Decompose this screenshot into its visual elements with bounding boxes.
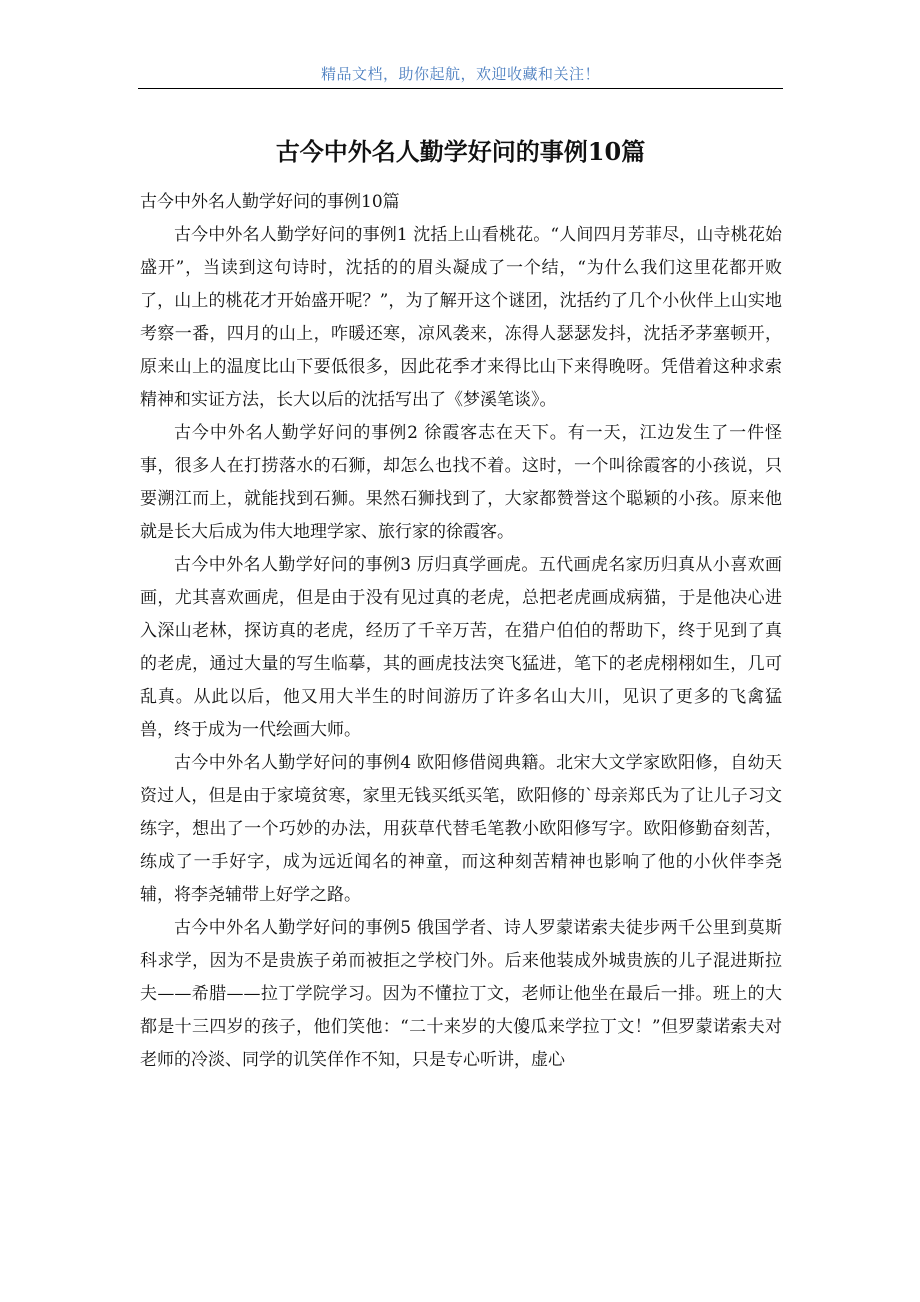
paragraph-5: 古今中外名人勤学好问的事例5 俄国学者、诗人罗蒙诺索夫徒步两千公里到莫斯科求学，因为不是贵族子弟而被拒之学校门外。后来他装成外城贵族的儿子混进斯拉夫——希腊——拉丁学院学习。因为不懂拉丁文，老师让他坐在最后一排。班上的大都是十三四岁的孩子，他们笑他：“二十来岁的大傻瓜来学拉丁文！”但罗蒙诺索夫对老师的冷淡、同学的讥笑佯作不知，只是专心听讲，虚心 (140, 918, 782, 1070)
paragraph-2: 古今中外名人勤学好问的事例2 徐霞客志在天下。有一天，江边发生了一件怪事，很多人在打捞落水的石狮，却怎么也找不着。这时，一个叫徐霞客的小孩说，只要溯江而上，就能找到石狮。果然石狮找到了，大家都赞誉这个聪颖的小孩。原来他就是长大后成为伟大地理学家、旅行家的徐霞客。 (140, 423, 782, 542)
paragraph-1: 古今中外名人勤学好问的事例1 沈括上山看桃花。“人间四月芳菲尽，山寺桃花始盛开”，当读到这句诗时，沈括的的眉头凝成了一个结，“为什么我们这里花都开败了，山上的桃花才开始盛开呢？”，为了解开这个谜团，沈括约了几个小伙伴上山实地考察一番，四月的山上，咋暖还寒，凉风袭来，冻得人瑟瑟发抖，沈括矛茅塞顿开，原来山上的温度比山下要低很多，因此花季才来得比山下来得晚呀。凭借着这种求索精神和实证方法，长大以后的沈括写出了《梦溪笔谈》。 (140, 225, 782, 410)
paragraph-4: 古今中外名人勤学好问的事例4 欧阳修借阅典籍。北宋大文学家欧阳修，自幼天资过人，但是由于家境贫寒，家里无钱买纸买笔，欧阳修的`母亲郑氏为了让儿子习文练字，想出了一个巧妙的办法，用荻草代替毛笔教小欧阳修写字。欧阳修勤奋刻苦，练成了一手好字，成为远近闻名的神童，而这种刻苦精神也影响了他的小伙伴李尧辅，将李尧辅带上好学之路。 (140, 753, 782, 905)
document-title: 古今中外名人勤学好问的事例10篇 (275, 137, 646, 166)
header-divider (138, 88, 783, 89)
document-body (140, 186, 782, 1077)
page-header: 精品文档，助你起航，欢迎收藏和关注！ (320, 65, 600, 83)
paragraph-3: 古今中外名人勤学好问的事例3 厉归真学画虎。五代画虎名家历归真从小喜欢画画，尤其喜欢画虎，但是由于没有见过真的老虎，总把老虎画成病猫，于是他决心进入深山老林，探访真的老虎，经历了千辛万苦，在猎户伯伯的帮助下，终于见到了真的老虎，通过大量的写生临摹，其的画虎技法突飞猛进，笔下的老虎栩栩如生，几可乱真。从此以后，他又用大半生的时间游历了许多名山大川，见识了更多的飞禽猛兽，终于成为一代绘画大师。 (140, 555, 782, 740)
document-subtitle: 古今中外名人勤学好问的事例10篇 (140, 192, 400, 212)
